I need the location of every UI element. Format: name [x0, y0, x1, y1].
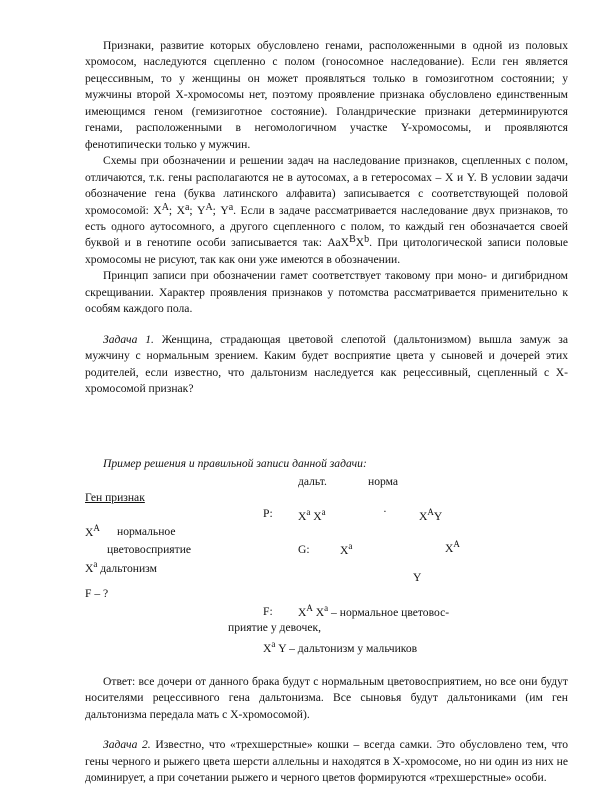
label-daltonism: дальт. [298, 474, 327, 488]
task-2-text: Известно, что «трехшерстные» кошки – всегда самки. Это обусловлено тем, что гены черного и рыжего цвета шерсти аллельны и находятся в Х-хромосоме, но ни один из них не доминирует, а при сочетании рыжего и черного цветов формируются «трехшерстные» особи. [85, 738, 569, 785]
allele: А [427, 506, 434, 517]
x-chromosome: Х [263, 641, 272, 655]
superscript: А [205, 201, 213, 213]
allele: а [93, 558, 98, 569]
gene-daltonism-desc: дальтонизм [97, 561, 157, 575]
superscript: В [349, 234, 356, 246]
task-1 [85, 332, 568, 398]
sons-genotype [263, 638, 417, 657]
x-chromosome: Х [419, 509, 428, 523]
x-chromosome: Х [85, 561, 94, 575]
male-gamete-y: Y [413, 570, 422, 584]
task-2 [85, 737, 568, 786]
solution-scheme [85, 474, 568, 664]
text-run: Схемы при обозначении и решении задач на наследование признаков, сцепленных с полом, отличаются, т.к. гены располагаются не в аутосомах, а в гетеросомах – Х и Y. В условии задачи обозначение гена (буква латинского алфавита) записывается с соответствующей половой хромосомой: Х [85, 154, 568, 217]
allele: а [306, 506, 311, 517]
allele: а [271, 638, 276, 649]
allele: А [306, 602, 313, 613]
gametes-label: G: [298, 542, 310, 556]
superscript: а [228, 201, 234, 213]
text-run: ; Y [189, 203, 206, 217]
paragraph-intro: Признаки, развитие которых обусловлено генами, расположенными в одной из половых хромосом, наследуются сцепленно с полом (гоносомное наследование). Если ген является рецессивным, то у женщины он может проявляться только в гомозиготном состоянии; у мужчины второй Х-хромосомы нет, поэтому проявление признака обусловлено единственным имеющимся геном (гемизиготное состояние). Голандрические признаки детерминируются генами, расположенными в негомологичном участке Y-хромосомы, и проявляются фенотипически только у мужчин. [85, 39, 568, 151]
female-gamete [340, 540, 352, 559]
offspring-label: F: [263, 604, 273, 618]
superscript: а [184, 201, 190, 213]
x-chromosome: Х [312, 605, 325, 619]
document-page [85, 38, 568, 787]
mother-genotype [298, 506, 326, 525]
paragraph-gametes: Принцип записи при обозначении гамет соответствует таковому при моно- и дигибридном скрещивании. Характер проявления признаков у потомства рассматривается применительно к особям каждого пола. [85, 269, 568, 316]
text-run: . При цитологической записи половые хромосомы не рисуют, так как они уже имеются в обозначении. [85, 236, 568, 266]
x-chromosome: Х [340, 543, 349, 557]
x-chromosome: Х [298, 509, 307, 523]
parents-label: P: [263, 506, 273, 520]
task-1-label: Задача 1. [103, 332, 154, 346]
daughters-phenotype: – нормальное цветовос- [328, 605, 450, 619]
superscript: А [161, 201, 169, 213]
offspring-question: F – ? [85, 586, 109, 600]
text-run: . Если в задаче рассматривается наследование двух признаков, то есть одного аутосомного, а другого сцепленного с полом, то каждый ген обозначается своей буквой и в генотипе особи записывается так: АаХ [85, 203, 568, 250]
y-chromosome: Y [433, 509, 443, 523]
daughters-phenotype-2: приятие у девочек, [228, 620, 321, 634]
gene-normal-desc: нормальное [117, 524, 176, 538]
x-chromosome: Х [298, 605, 307, 619]
paragraph-schemes [85, 153, 568, 268]
gene-daltonism [85, 558, 157, 577]
x-chromosome: Х [310, 509, 322, 523]
sons-phenotype: Y – дальтонизм у мальчиков [275, 641, 418, 655]
text-run: Х [355, 236, 365, 250]
x-chromosome: Х [445, 541, 454, 555]
gene-trait-header: Ген признак [85, 490, 145, 504]
answer: Ответ: все дочери от данного брака будут с нормальным цветовосприятием, но все они будут носителями рецессивного гена дальтонизма. Все сыновья будут дальтониками (им ген дальтонизма передала мать с Х-хромосомой). [85, 674, 568, 721]
allele: А [93, 522, 100, 533]
allele: а [321, 506, 326, 517]
cross-symbol: · [383, 504, 387, 518]
male-gamete-x [445, 538, 460, 557]
gene-normal [85, 522, 100, 541]
superscript: b [364, 234, 370, 246]
allele: а [324, 602, 329, 613]
father-genotype [419, 506, 442, 525]
allele: А [453, 538, 460, 549]
example-heading: Пример решения и правильной записи данной задачи: [103, 456, 367, 470]
text-run: ; Х [168, 203, 185, 217]
allele: а [348, 540, 353, 551]
task-2-label: Задача 2. [103, 738, 151, 752]
label-norm: норма [368, 474, 399, 488]
x-chromosome: Х [85, 525, 94, 539]
daughters-genotype [298, 602, 449, 621]
text-run: ; Y [212, 203, 229, 217]
task-1-text: Женщина, страдающая цветовой слепотой (дальтонизмом) вышла замуж за мужчину с нормальным зрением. Каким будет восприятие цвета у сыновей и дочерей этих родителей, если известно, что дальтонизм наследуется как рецессивный, сцепленный с Х-хромосомой признак? [85, 332, 569, 396]
gene-normal-desc-2: цветовосприятие [107, 542, 192, 556]
